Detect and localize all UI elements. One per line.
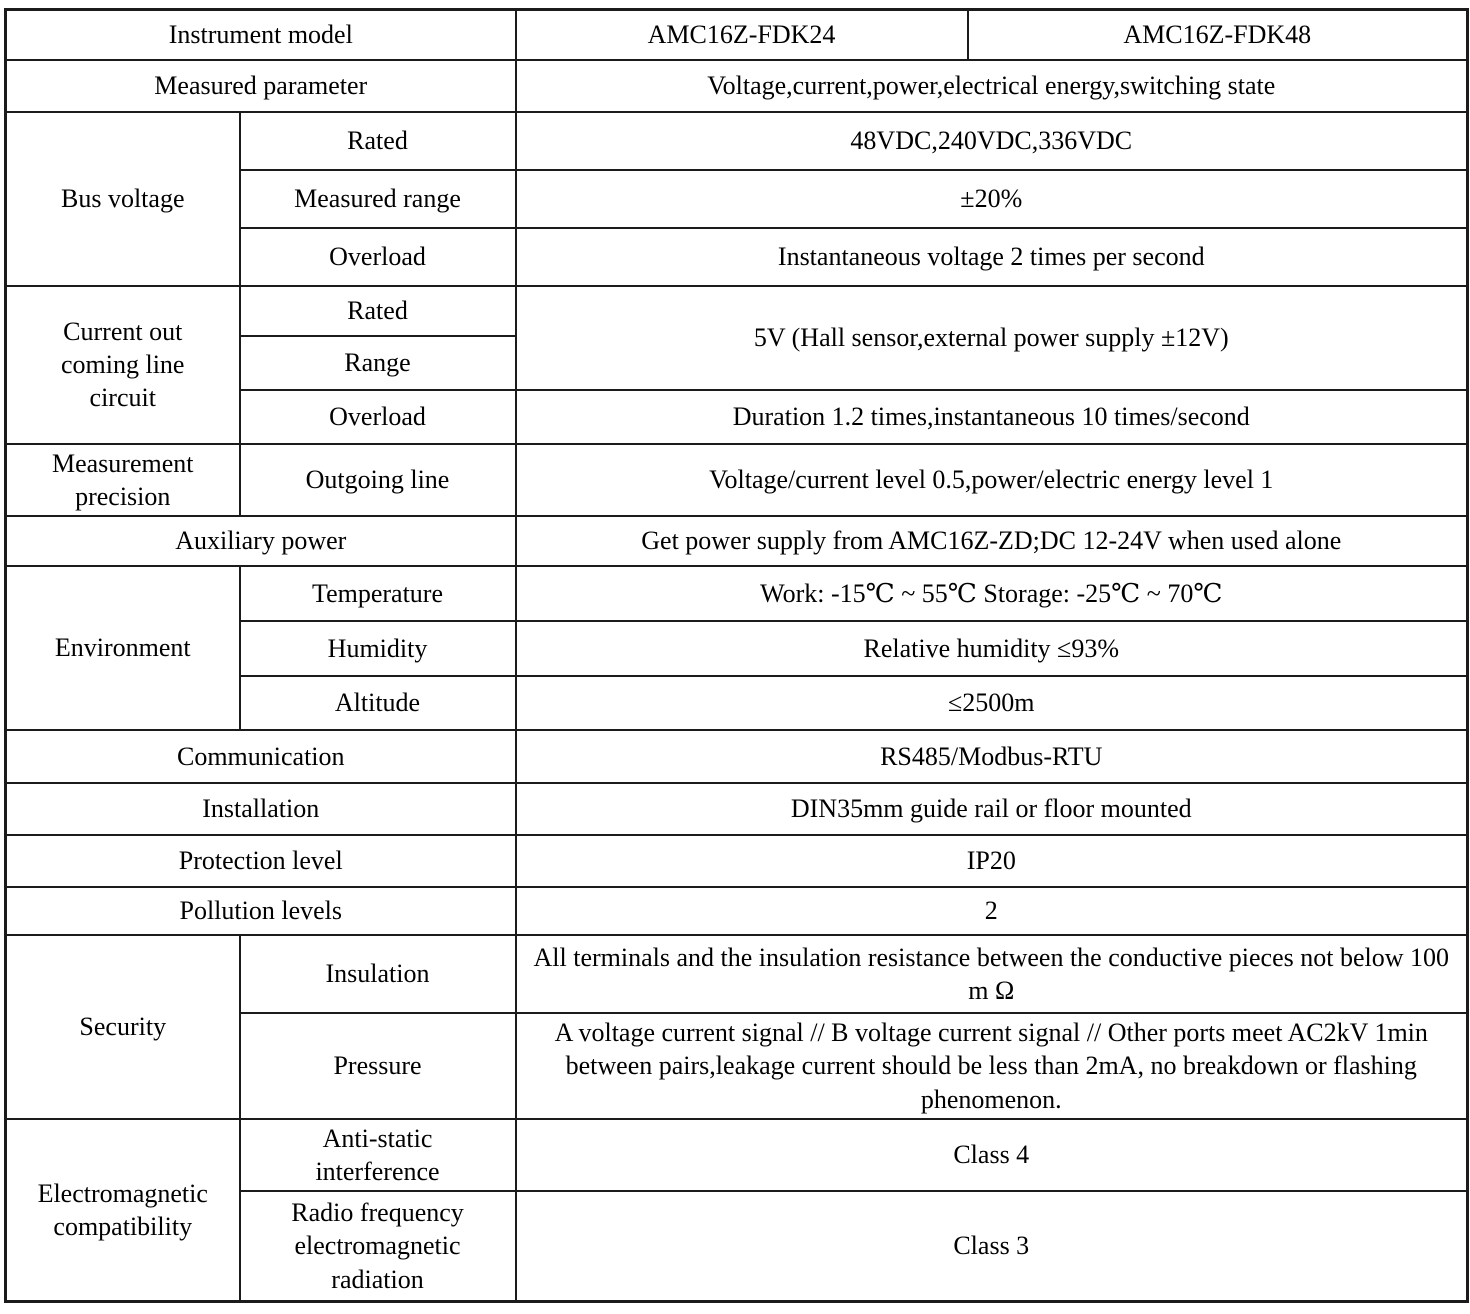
anti-static-value: Class 4 <box>516 1119 1468 1192</box>
pressure-value: A voltage current signal // B voltage current signal // Other ports meet AC2kV 1min between pairs,leakage current should be less than 2mA, no breakdown or flashing phenomenon. <box>516 1013 1468 1119</box>
current-overload-value: Duration 1.2 times,instantaneous 10 times/second <box>516 390 1468 444</box>
security-label: Security <box>6 935 240 1119</box>
current-rated-range-value: 5V (Hall sensor,external power supply ±12V) <box>516 286 1468 390</box>
model-fdk24: AMC16Z-FDK24 <box>516 10 968 60</box>
bus-voltage-measured-range-label: Measured range <box>240 170 516 228</box>
outgoing-line-label: Outgoing line <box>240 444 516 517</box>
bus-voltage-overload-label: Overload <box>240 228 516 286</box>
pollution-levels-value: 2 <box>516 887 1468 935</box>
anti-static-label <box>240 1119 516 1192</box>
measurement-precision-label: Measurement precision <box>6 444 240 517</box>
altitude-label: Altitude <box>240 676 516 730</box>
communication-value: RS485/Modbus-RTU <box>516 730 1468 783</box>
emc-label: Electromagnetic compatibility <box>6 1119 240 1302</box>
anti-static-text: Anti-static interference <box>315 1123 440 1187</box>
protection-level-label: Protection level <box>6 835 516 887</box>
current-range-label: Range <box>240 336 516 390</box>
auxiliary-power-label: Auxiliary power <box>6 516 516 566</box>
humidity-value: Relative humidity ≤93% <box>516 621 1468 676</box>
measured-parameter-value: Voltage,current,power,electrical energy,switching state <box>516 60 1468 112</box>
bus-voltage-rated-value: 48VDC,240VDC,336VDC <box>516 112 1468 170</box>
rf-radiation-value: Class 3 <box>516 1191 1468 1301</box>
humidity-label: Humidity <box>240 621 516 676</box>
altitude-value: ≤2500m <box>516 676 1468 730</box>
specification-table <box>4 8 1469 1303</box>
measured-parameter-label: Measured parameter <box>6 60 516 112</box>
pollution-levels-label: Pollution levels <box>6 887 516 935</box>
outgoing-line-value: Voltage/current level 0.5,power/electric energy level 1 <box>516 444 1468 517</box>
installation-value: DIN35mm guide rail or floor mounted <box>516 783 1468 835</box>
temperature-label: Temperature <box>240 566 516 621</box>
pressure-label: Pressure <box>240 1013 516 1119</box>
temperature-value: Work: -15℃ ~ 55℃ Storage: -25℃ ~ 70℃ <box>516 566 1468 621</box>
current-outgoing-circuit-text: Current out coming line circuit <box>61 316 185 413</box>
bus-voltage-measured-range-value: ±20% <box>516 170 1468 228</box>
bus-voltage-label: Bus voltage <box>6 112 240 286</box>
current-rated-label: Rated <box>240 286 516 336</box>
bus-voltage-rated-label: Rated <box>240 112 516 170</box>
environment-label: Environment <box>6 566 240 730</box>
current-overload-label: Overload <box>240 390 516 444</box>
current-outgoing-circuit-label <box>6 286 240 444</box>
model-fdk48: AMC16Z-FDK48 <box>968 10 1468 60</box>
installation-label: Installation <box>6 783 516 835</box>
insulation-label: Insulation <box>240 935 516 1013</box>
bus-voltage-overload-value: Instantaneous voltage 2 times per second <box>516 228 1468 286</box>
protection-level-value: IP20 <box>516 835 1468 887</box>
communication-label: Communication <box>6 730 516 783</box>
rf-radiation-label: Radio frequency electromagnetic radiation <box>240 1191 516 1301</box>
auxiliary-power-value: Get power supply from AMC16Z-ZD;DC 12-24V when used alone <box>516 516 1468 566</box>
instrument-model-label: Instrument model <box>6 10 516 60</box>
insulation-value: All terminals and the insulation resistance between the conductive pieces not below 100 m Ω <box>516 935 1468 1013</box>
